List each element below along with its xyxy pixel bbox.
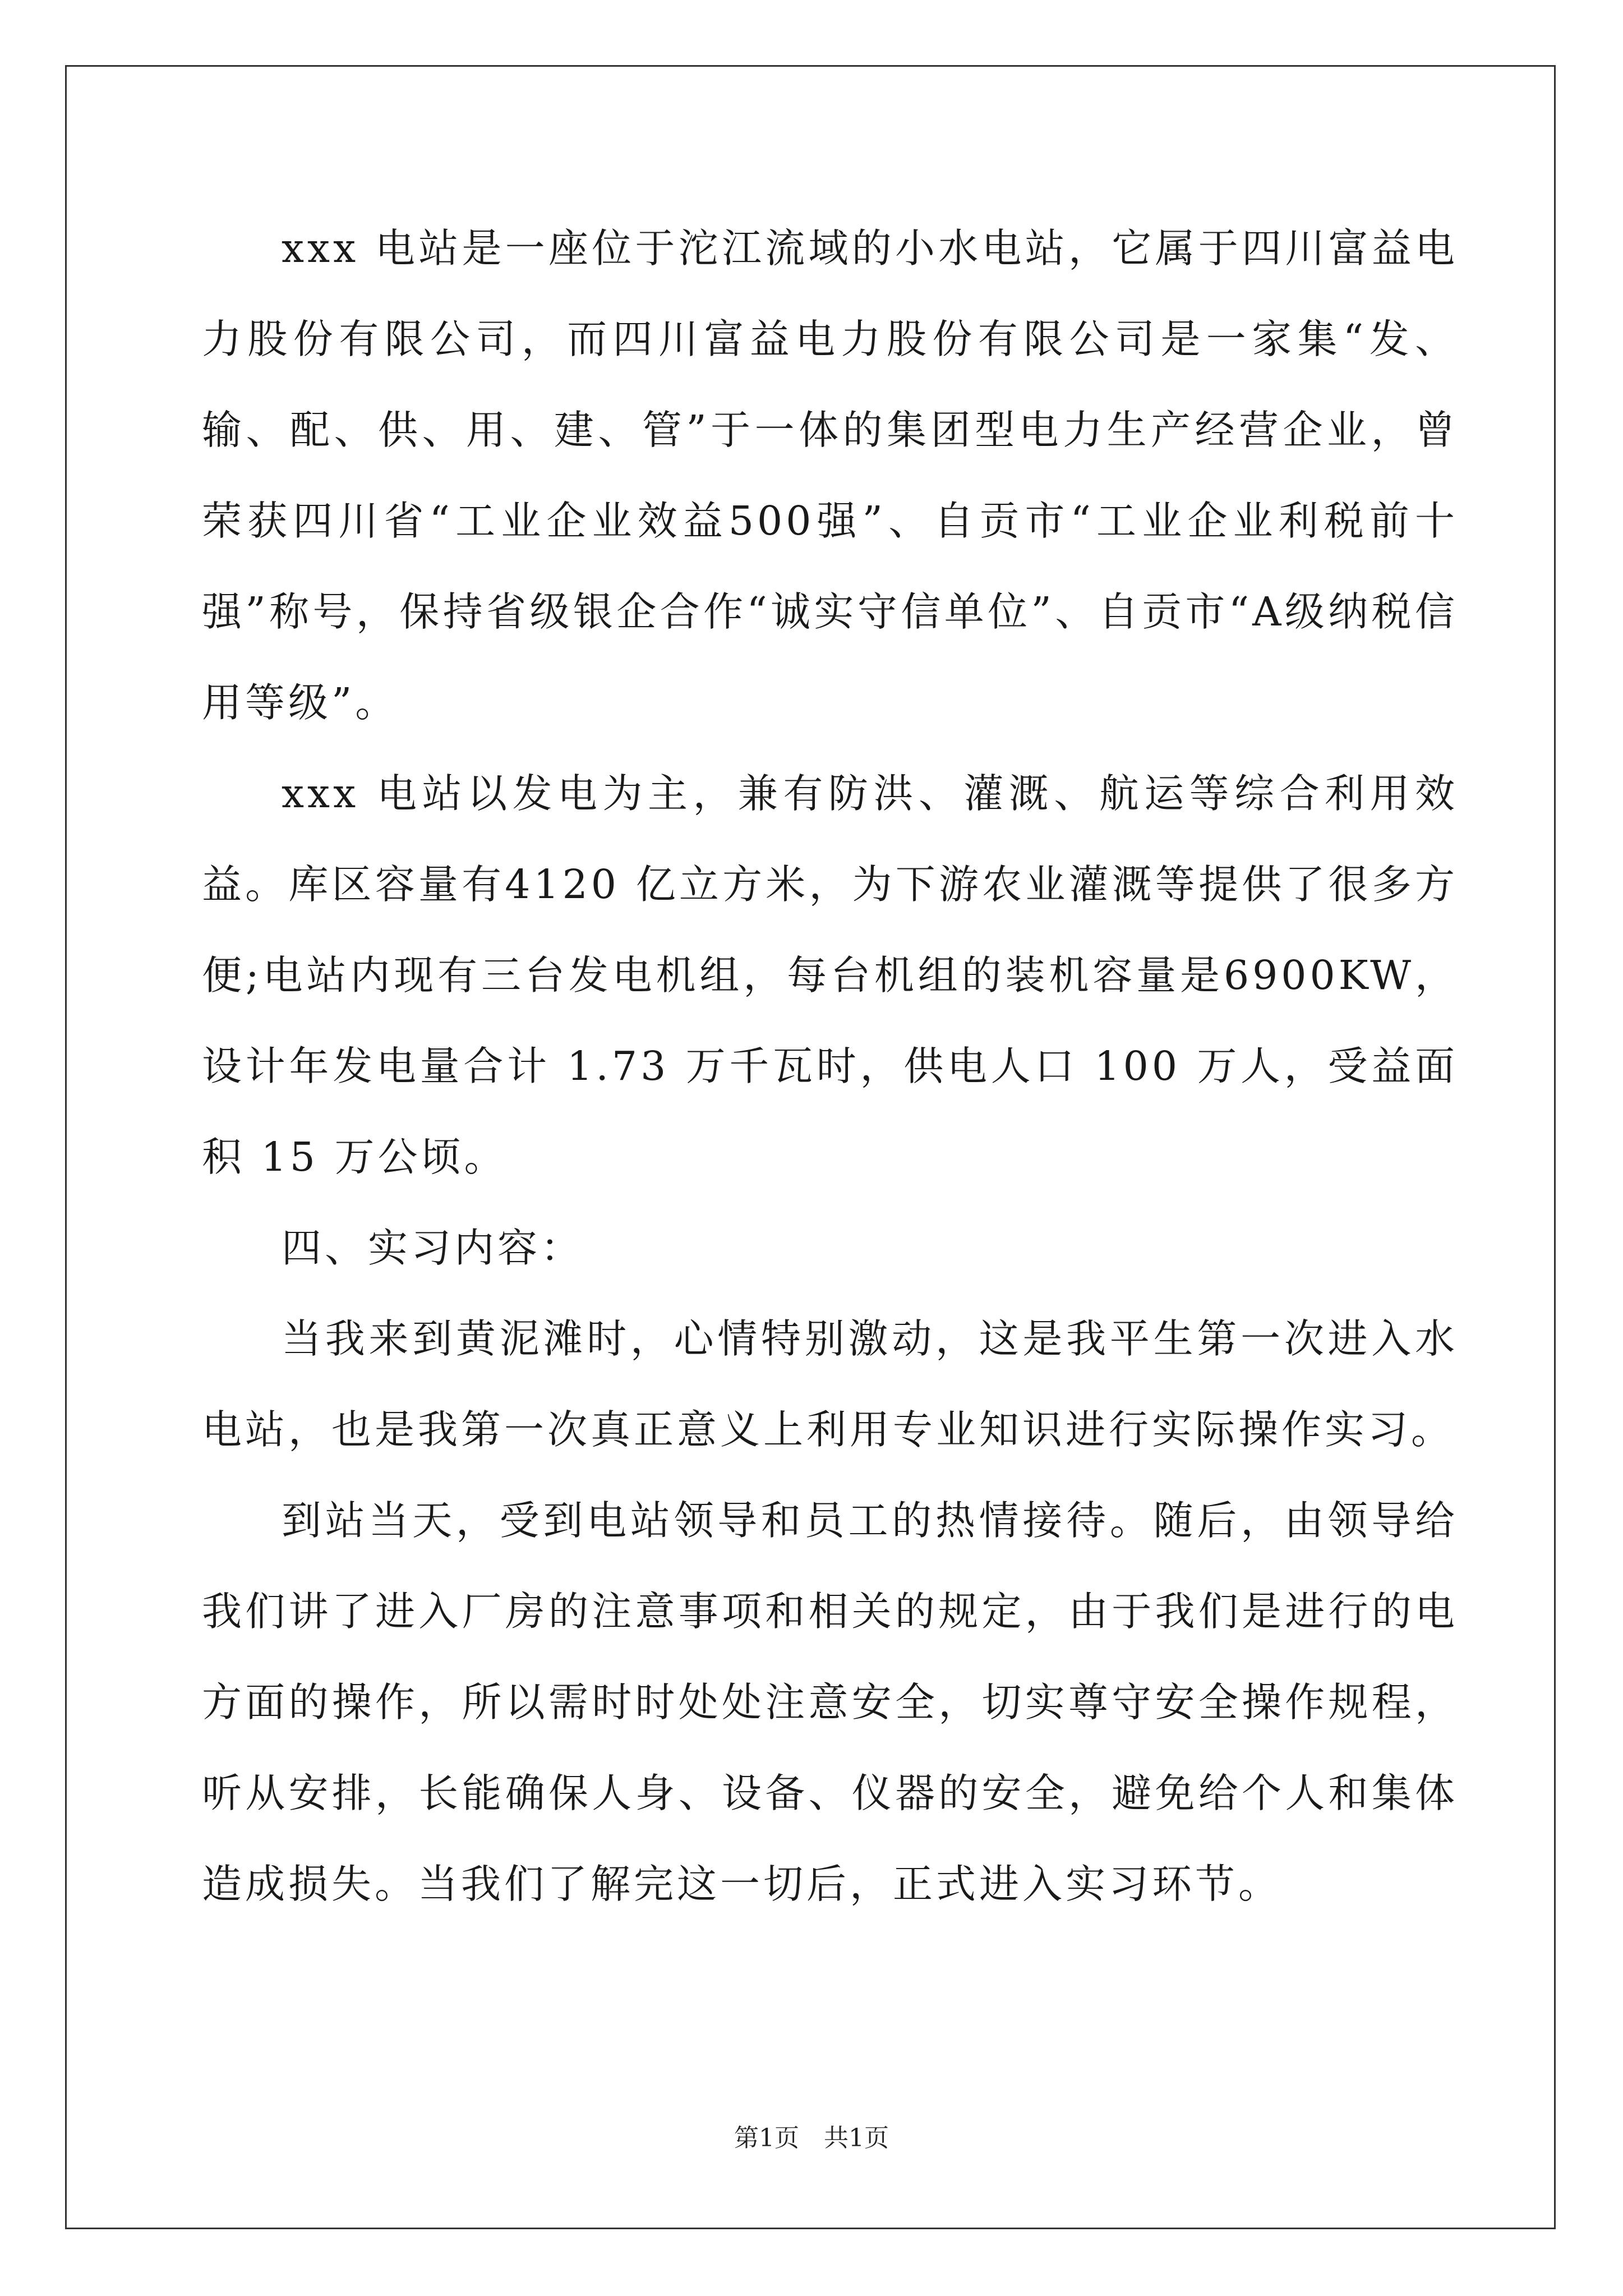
- section-heading: 四、实习内容：: [282, 1225, 584, 1271]
- page-count: 共1页: [824, 2124, 889, 2152]
- paragraph-safety-briefing: 到站当天，受到电站领导和员工的热情接待。随后，由领导给我们讲了进入厂房的注意事项和相关的规定，由于我们是进行的电方面的操作，所以需时时处处注意安全，切实尊守安全操作规程，听从安排，长能确保人身、设备、仪器的安全，避免给个人和集体造成损失。当我们了解完这一切后，正式进入实习环节。: [202, 1497, 1458, 1907]
- document-body: [202, 203, 1458, 1930]
- paragraph-company-intro: xxx 电站是一座位于沱江流域的小水电站，它属于四川富益电力股份有限公司，而四川富益电力股份有限公司是一家集“发、输、配、供、用、建、管”于一体的集团型电力生产经营企业，曾荣获四川省“工业企业效益500强”、自贡市“工业企业利税前十强”称号，保持省级银企合作“诚实守信单位”、自贡市“A级纳税信用等级”。: [202, 225, 1458, 726]
- page-footer: [0, 2122, 1623, 2155]
- paragraph-arrival: 当我来到黄泥滩时，心情特别激动，这是我平生第一次进入水电站，也是我第一次真正意义上利用专业知识进行实际操作实习。: [202, 1315, 1458, 1453]
- paragraph-station-overview: xxx 电站以发电为主，兼有防洪、灌溉、航运等综合利用效益。库区容量有4120 亿立方米，为下游农业灌溉等提供了很多方便;电站内现有三台发电机组，每台机组的装机容量是6900KW，设计年发电量合计 1.73 万千瓦时，供电人口 100 万人，受益面积 15 万公顷。: [202, 770, 1458, 1180]
- page-number: 第1页: [734, 2124, 799, 2152]
